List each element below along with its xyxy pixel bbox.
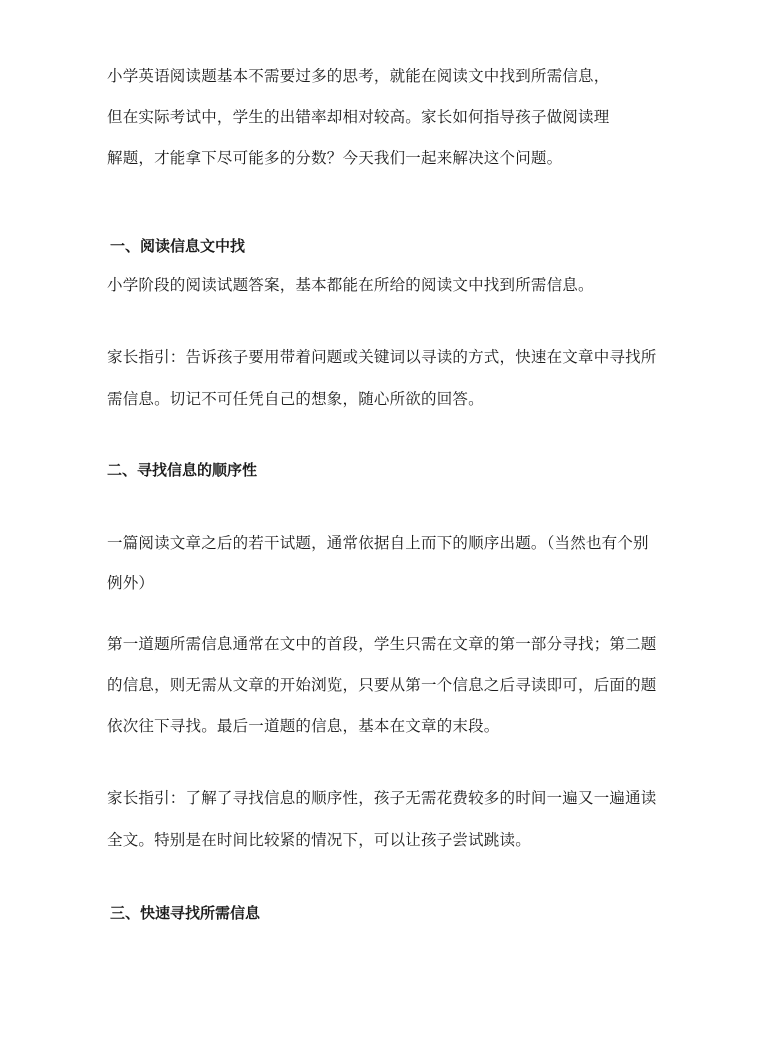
s2-body1-line-2: 例外）: [107, 574, 155, 592]
s1-tip-line-2: 需信息。切记不可任凭自己的想象，随心所欲的回答。: [107, 390, 484, 408]
intro-line-2: 但在实际考试中，学生的出错率却相对较高。家长如何指导孩子做阅读理: [107, 108, 610, 126]
intro-line-1: 小学英语阅读题基本不需要过多的思考，就能在阅读文中找到所需信息，: [107, 67, 610, 85]
s2-body2-line-2: 的信息，则无需从文章的开始浏览，只要从第一个信息之后寻读即可，后面的题: [107, 676, 657, 694]
section-heading-1: 一、阅读信息文中找: [110, 237, 246, 255]
intro-line-3: 解题，才能拿下尽可能多的分数？今天我们一起来解决这个问题。: [107, 149, 563, 167]
s2-body1-line-1: 一篇阅读文章之后的若干试题，通常依据自上而下的顺序出题。（当然也有个别: [107, 534, 649, 552]
section-heading-3: 三、快速寻找所需信息: [110, 904, 261, 922]
s2-body2-line-3: 依次往下寻找。最后一道题的信息，基本在文章的末段。: [107, 717, 500, 735]
s2-tip-line-2: 全文。特别是在时间比较紧的情况下，可以让孩子尝试跳读。: [107, 831, 531, 849]
s2-body2-line-1: 第一道题所需信息通常在文中的首段，学生只需在文章的第一部分寻找；第二题: [107, 635, 657, 653]
s1-body-line-1: 小学阶段的阅读试题答案，基本都能在所给的阅读文中找到所需信息。: [107, 276, 594, 294]
s1-tip-line-1: 家长指引：告诉孩子要用带着问题或关键词以寻读的方式，快速在文章中寻找所: [107, 348, 657, 366]
s2-tip-line-1: 家长指引：了解了寻找信息的顺序性，孩子无需花费较多的时间一遍又一遍通读: [107, 789, 657, 807]
section-heading-2: 二、寻找信息的顺序性: [107, 461, 258, 479]
